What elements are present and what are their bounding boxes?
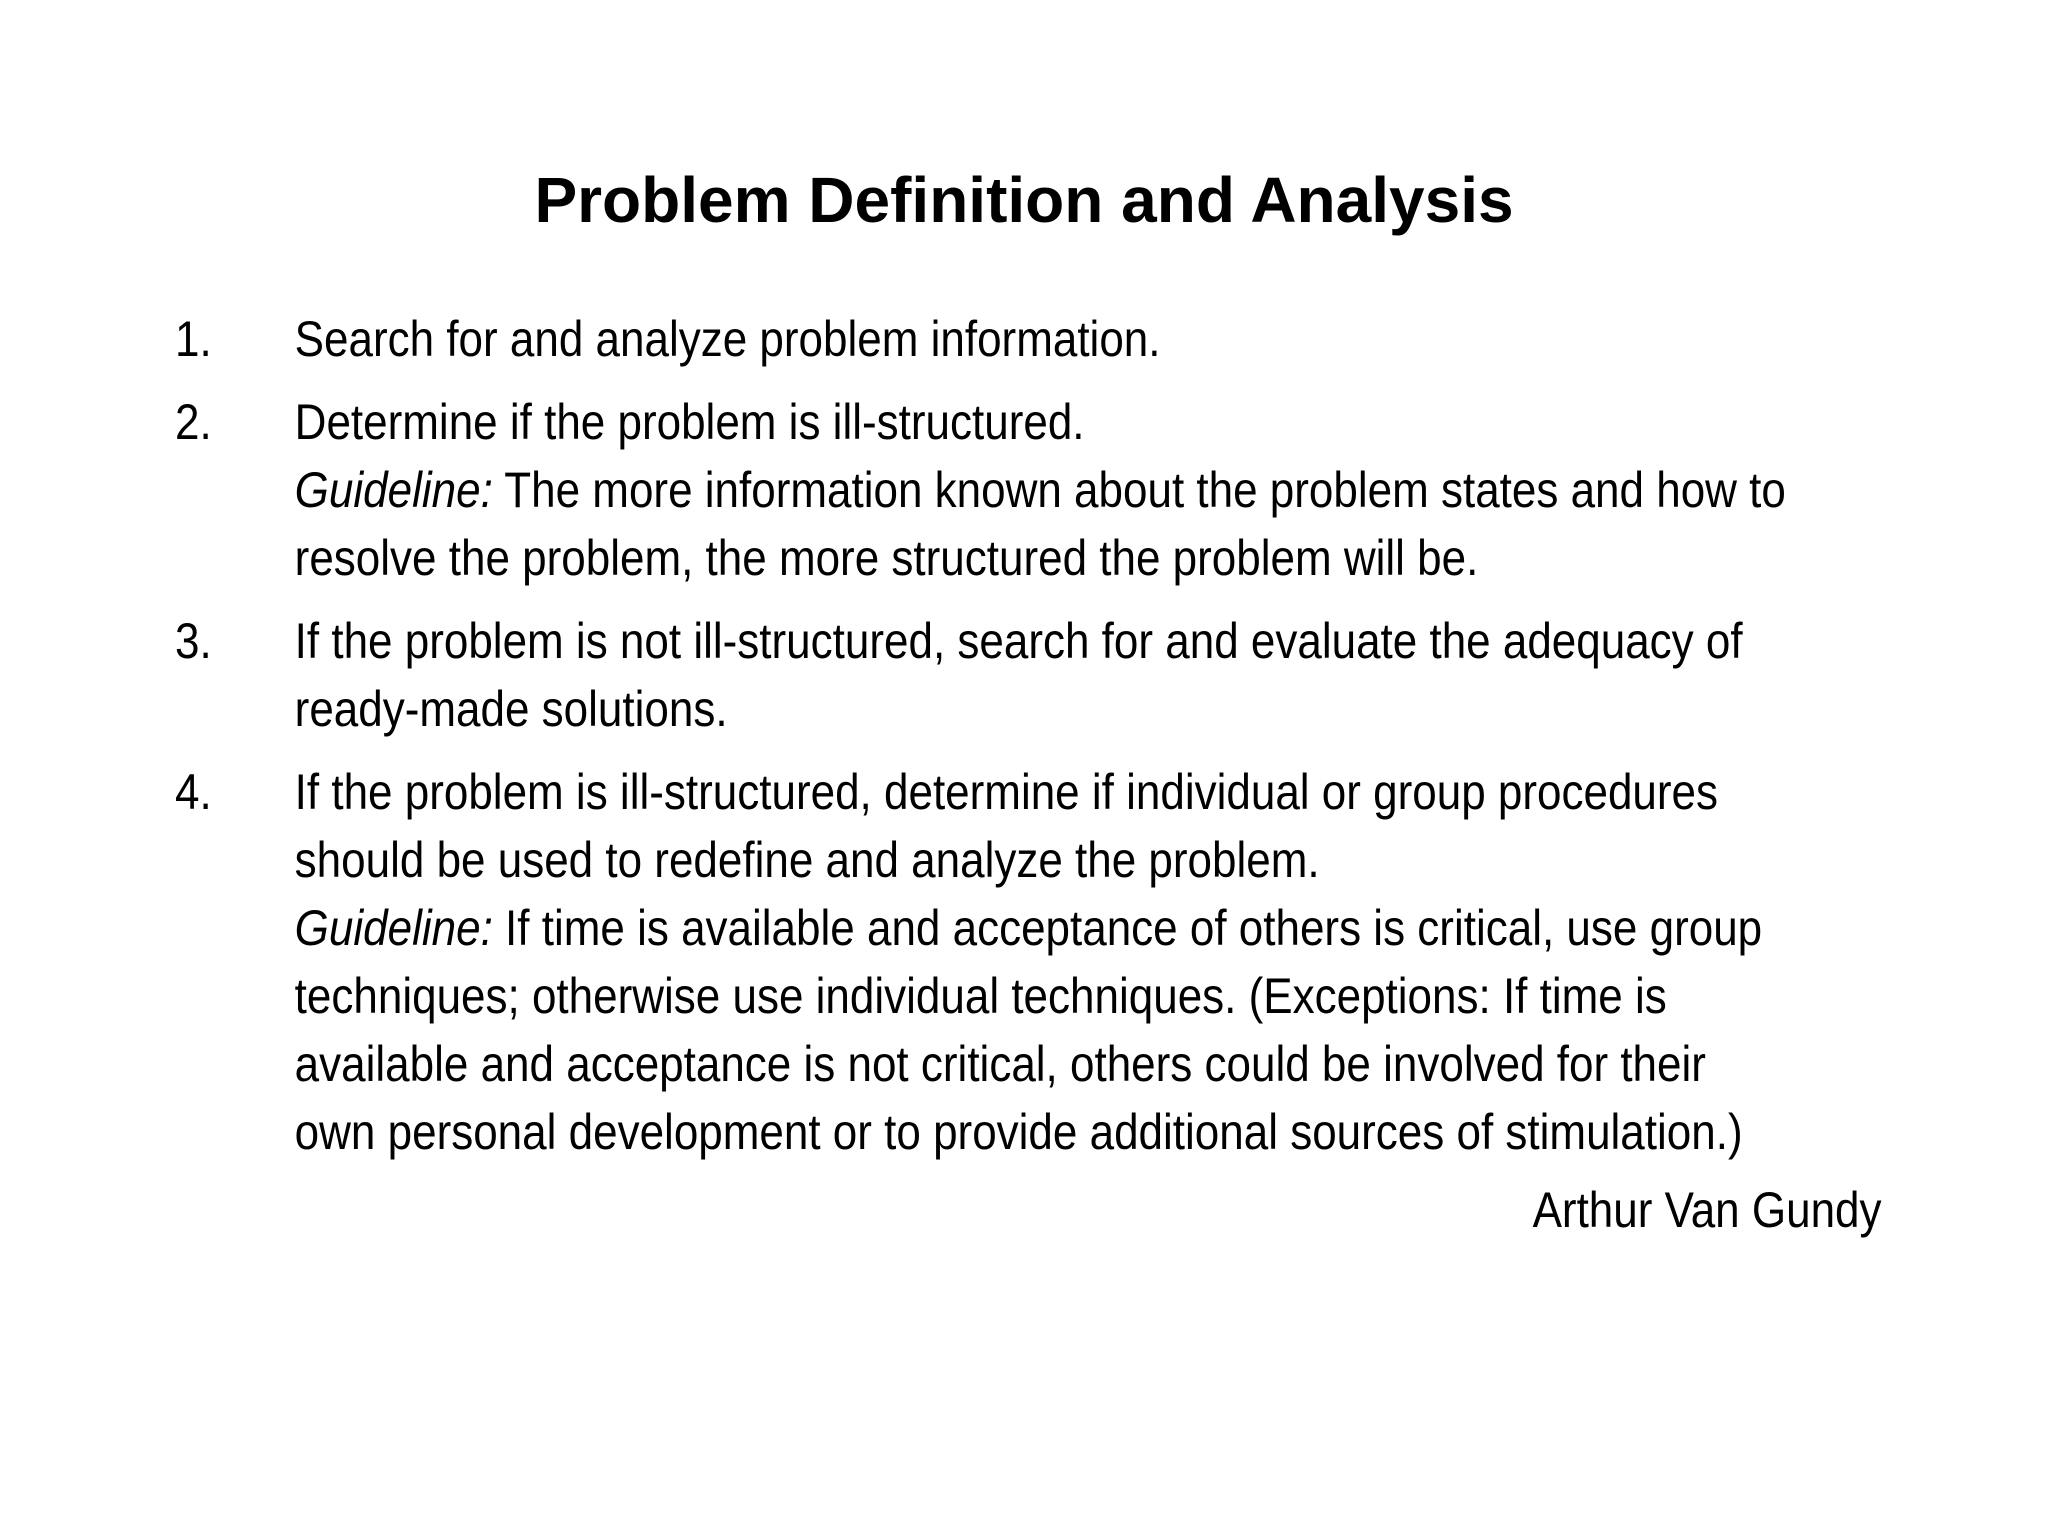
item-number: 2. [175,394,212,450]
guideline-label: Guideline: [294,900,493,956]
item-body [295,758,1911,1166]
item-text: ready-made solutions. [294,681,728,737]
guideline-text: techniques; otherwise use individual techniques. (Exceptions: If time is [294,968,1667,1024]
item-body [295,305,1911,373]
guideline-text: resolve the problem, the more structured the problem will be. [294,530,1479,586]
list-item [175,758,1910,1166]
guideline-line [295,894,1911,962]
item-body [295,607,1911,743]
item-text: If the problem is not ill-structured, search for and evaluate the adequacy of [294,613,1743,669]
guideline-text: own personal development or to provide additional sources of stimulation.) [294,1104,1743,1160]
item-number: 4. [175,764,212,820]
list-item [175,607,1910,743]
item-text: should be used to redefine and analyze the problem. [294,832,1320,888]
guideline-text: available and acceptance is not critical, others could be involved for their [294,1036,1706,1092]
item-text: Search for and analyze problem information. [294,311,1161,367]
list-item [175,305,1910,373]
item-body [295,388,1911,592]
item-number: 3. [175,613,212,669]
guideline-line [295,456,1911,524]
list-item [175,388,1910,592]
steps-list [175,305,1910,1181]
guideline-text: The more information known about the problem states and how to [492,462,1786,518]
guideline-label: Guideline: [294,462,493,518]
attribution: Arthur Van Gundy [1533,1182,1882,1238]
guideline-text: If time is available and acceptance of others is critical, use group [492,900,1763,956]
item-text: If the problem is ill-structured, determine if individual or group procedures [294,764,1719,820]
slide-title: Problem Definition and Analysis [534,164,1514,236]
item-number: 1. [175,311,212,367]
item-text: Determine if the problem is ill-structured. [294,394,1085,450]
